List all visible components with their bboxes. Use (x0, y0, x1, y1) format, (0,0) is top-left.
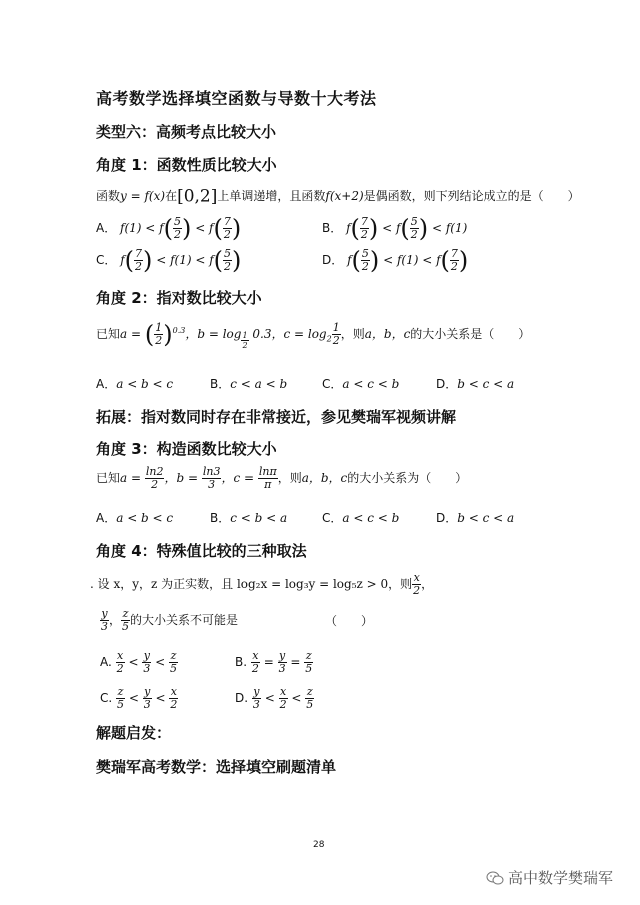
q-text: 的大小关系不可能是 (130, 613, 239, 627)
option-expr: c < a < b (230, 377, 288, 391)
option-label: B． (322, 221, 343, 235)
option-label: B. (235, 655, 248, 669)
option-label: C． (322, 511, 343, 525)
option-expr: b < c < a (457, 511, 515, 525)
q-text: 的大小关系为（ ） (347, 471, 468, 485)
option-label: A． (96, 377, 117, 391)
angle2-option-a[interactable] (96, 375, 173, 392)
option-expr: b < c < a (457, 377, 515, 391)
angle1-option-b[interactable]: B． f( $\frac{7}{2}$ ) < f( $\frac{5}{2}$ ) < f(1) (322, 214, 468, 243)
angle4-option-a[interactable]: A. $\frac{x}{2}$ < $\frac{y}{3}$ < $\frac{z}{5}$ (100, 649, 178, 675)
q-text: ，则 (340, 327, 365, 341)
angle1-option-a[interactable]: A． f(1) < f( $\frac{5}{2}$ ) < f( $\frac{7}{2}$ ) (96, 214, 242, 243)
option-expr: a < c < b (342, 511, 400, 525)
angle2-heading: 角度 2：指对数比较大小 (96, 289, 262, 307)
page-number: 28 (313, 840, 325, 850)
angle3-option-d[interactable] (436, 509, 514, 526)
angle3-heading: 角度 3：构造函数比较大小 (96, 440, 277, 458)
q-text: 的大小关系是（ ） (410, 327, 531, 341)
option-label: B． (210, 377, 231, 391)
angle2-question: 已知a = ( $\frac{1}{2}$ )$^{0.3}$，b = log $\frac{1}{2}$ 0.3，$c = \log_2$ $\frac{1}{2}$ ，则a，b，c的大小关系是（ ） (96, 320, 531, 350)
q-text: 在 (165, 189, 178, 203)
angle3-option-a[interactable] (96, 509, 173, 526)
type-heading: 类型六：高频考点比较大小 (96, 123, 277, 141)
q-text: 已知 (96, 327, 121, 341)
option-label: D． (436, 511, 458, 525)
option-expr: a < c < b (342, 377, 400, 391)
option-label: D． (322, 253, 344, 267)
option-label: C. (100, 691, 113, 705)
hint-heading: 解题启发： (96, 724, 172, 742)
angle2-option-c[interactable] (322, 375, 399, 392)
angle3-question: 已知a = $\frac{\ln 2}{2}$ ，b = $\frac{\ln 3}{3}$ ，c = $\frac{\ln\pi}{\pi}$ ，则a，b，c的大小关系为（ ） (96, 465, 468, 491)
option-label: C． (96, 253, 117, 267)
q-text: 已知 (96, 471, 121, 485)
angle4-question-line2: $\frac{y}{3}$ ， $\frac{z}{5}$ 的大小关系不可能是 (101, 607, 239, 633)
option-label: A． (96, 221, 117, 235)
watermark-text: 高中数学樊瑞军 (508, 869, 614, 887)
q-text: 函数 (96, 189, 121, 203)
angle3-option-b[interactable] (210, 509, 287, 526)
watermark (486, 867, 613, 888)
q-math: [0,2] (177, 186, 218, 207)
option-label: D. (235, 691, 249, 705)
q-text: ，则 (277, 471, 302, 485)
angle4-option-b[interactable]: B. $\frac{x}{2}$ = $\frac{y}{3}$ = $\frac{z}{5}$ (235, 649, 313, 675)
wechat-icon (486, 871, 504, 885)
angle4-option-d[interactable]: D. $\frac{y}{3}$ < $\frac{x}{2}$ < $\frac{z}{5}$ (235, 685, 314, 711)
option-label: D． (436, 377, 458, 391)
angle1-option-d[interactable]: D． f( $\frac{5}{2}$ ) < f(1) < f( $\frac{7}{2}$ ) (322, 246, 469, 275)
angle2-option-b[interactable] (210, 375, 287, 392)
option-expr: c < b < a (230, 511, 288, 525)
angle1-question (96, 187, 580, 206)
angle3-option-c[interactable] (322, 509, 399, 526)
angle4-answer-paren: （ ） (325, 614, 374, 628)
option-label: A. (100, 655, 112, 669)
angle1-heading: 角度 1：函数性质比较大小 (96, 156, 277, 174)
q-math: f(x+2) (325, 189, 364, 203)
q-text: 上单调递增，且函数 (217, 189, 326, 203)
q-text: 是偶函数，则下列结论成立的是（ ） (363, 189, 580, 203)
option-expr: a < b < c (116, 377, 174, 391)
q-math: y = f(x) (120, 189, 166, 203)
option-expr: a < b < c (116, 511, 174, 525)
q-text: . 设 x，y，z 为正实数，且 log₂x = log₃y = log₅z > 0，则 (90, 577, 413, 591)
footer-line: 樊瑞军高考数学：选择填空刷题清单 (96, 758, 337, 776)
angle4-option-c[interactable]: C. $\frac{z}{5}$ < $\frac{y}{3}$ < $\frac{x}{2}$ (100, 685, 178, 711)
option-label: A． (96, 511, 117, 525)
angle4-question-line1: . 设 x，y，z 为正实数，且 log₂x = log₃y = log₅z > 0，则 $\frac{x}{2}$ ， (90, 571, 434, 597)
option-label: B． (210, 511, 231, 525)
option-label: C． (322, 377, 343, 391)
extension-note: 拓展：指对数同时存在非常接近，参见樊瑞军视频讲解 (96, 408, 457, 426)
angle4-heading: 角度 4：特殊值比较的三种取法 (96, 542, 307, 560)
angle2-option-d[interactable] (436, 375, 514, 392)
page-title: 高考数学选择填空函数与导数十大考法 (96, 89, 377, 108)
angle1-option-c[interactable]: C． f( $\frac{7}{2}$ ) < f(1) < f( $\frac{5}{2}$ ) (96, 246, 242, 275)
